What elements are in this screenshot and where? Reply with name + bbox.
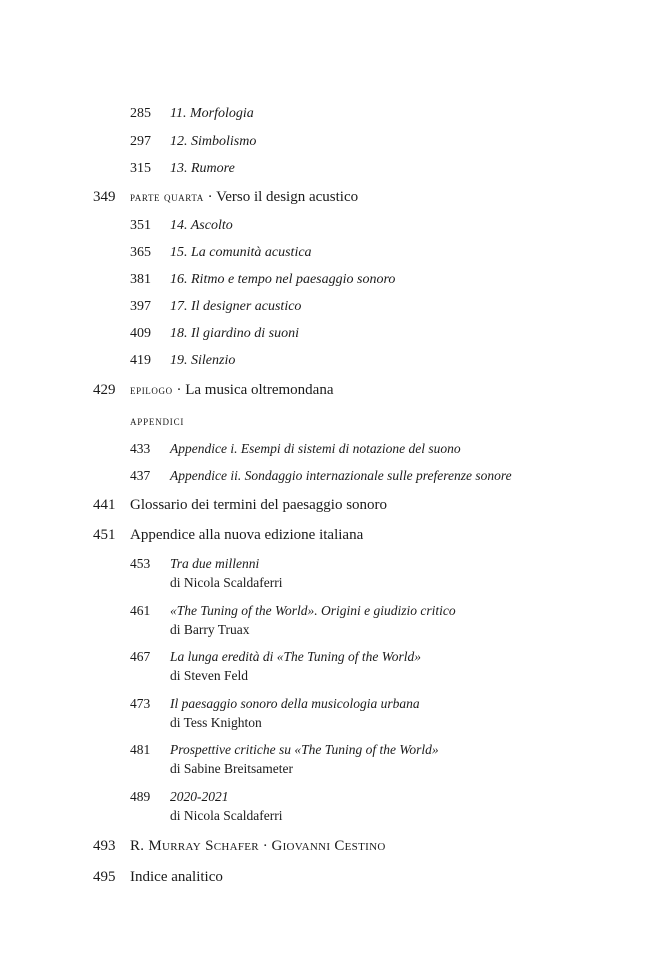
separator: · <box>262 838 268 854</box>
entry-title: 17. Il designer acustico <box>170 299 302 314</box>
page-number: 315 <box>130 161 151 176</box>
part-label: parte quarta <box>130 189 204 204</box>
entry-title-group <box>130 189 358 206</box>
entry-title: 11. Morfologia <box>170 106 254 121</box>
entry-title-group <box>130 838 386 855</box>
page-number: 397 <box>130 299 151 314</box>
page-number: 433 <box>130 441 151 456</box>
page-number: 461 <box>130 603 151 618</box>
entry-title: 13. Rumore <box>170 161 235 176</box>
entry-title: Appendice alla nuova edizione italiana <box>130 527 364 543</box>
entry-author: di Sabine Breitsameter <box>170 761 293 776</box>
entry-title: 16. Ritmo e tempo nel paesaggio sonoro <box>170 272 396 287</box>
entry-title: Verso il design acustico <box>216 189 359 205</box>
page-number: 467 <box>130 649 151 664</box>
entry-title: Indice analitico <box>130 869 223 885</box>
page-number: 481 <box>130 742 151 757</box>
separator: · <box>176 382 182 398</box>
page-number: 349 <box>93 189 116 205</box>
entry-author: di Tess Knighton <box>170 715 262 730</box>
entry-title: «The Tuning of the World». Origini e giudizio critico <box>170 603 456 618</box>
entry-title: 18. Il giardino di suoni <box>170 326 299 341</box>
page-number: 451 <box>93 527 116 543</box>
entry-title: Appendice ii. Sondaggio internazionale sulle preferenze sonore <box>170 468 512 483</box>
entry-title: 14. Ascolto <box>170 218 233 233</box>
page-number: 429 <box>93 382 116 398</box>
page-number: 297 <box>130 134 151 149</box>
page-number: 473 <box>130 696 151 711</box>
page-number: 285 <box>130 106 151 121</box>
page-number: 365 <box>130 245 151 260</box>
page-number: 495 <box>93 869 116 885</box>
entry-title: La musica oltremondana <box>185 382 334 398</box>
entry-title: Appendice i. Esempi di sistemi di notazione del suono <box>170 441 461 456</box>
entry-title: 12. Simbolismo <box>170 134 257 149</box>
page-number: 453 <box>130 556 151 571</box>
author-name: R. Murray Schafer <box>130 838 259 854</box>
page-number: 409 <box>130 326 151 341</box>
page-number: 419 <box>130 353 151 368</box>
separator: · <box>207 189 213 205</box>
entry-author: di Steven Feld <box>170 668 248 683</box>
entry-author: di Barry Truax <box>170 622 250 637</box>
entry-title: Tra due millenni <box>170 556 260 571</box>
page-number: 351 <box>130 218 151 233</box>
page-number: 441 <box>93 497 116 513</box>
part-label: epilogo <box>130 382 173 397</box>
entry-title: 15. La comunità acustica <box>170 245 312 260</box>
page-number: 489 <box>130 789 151 804</box>
page-number: 381 <box>130 272 151 287</box>
entry-title: Il paesaggio sonoro della musicologia urbana <box>170 696 420 711</box>
entry-title: Glossario dei termini del paesaggio sonoro <box>130 497 388 513</box>
page-number: 437 <box>130 468 151 483</box>
page-number: 493 <box>93 838 116 854</box>
section-header: appendici <box>130 414 185 428</box>
author-name: Giovanni Cestino <box>271 838 386 854</box>
entry-author: di Nicola Scaldaferri <box>170 575 283 590</box>
entry-title-group <box>130 382 333 399</box>
entry-title: 2020-2021 <box>170 789 229 804</box>
entry-title: 19. Silenzio <box>170 353 236 368</box>
entry-author: di Nicola Scaldaferri <box>170 808 283 823</box>
entry-title: Prospettive critiche su «The Tuning of the World» <box>170 742 439 757</box>
entry-title: La lunga eredità di «The Tuning of the World» <box>170 649 422 664</box>
